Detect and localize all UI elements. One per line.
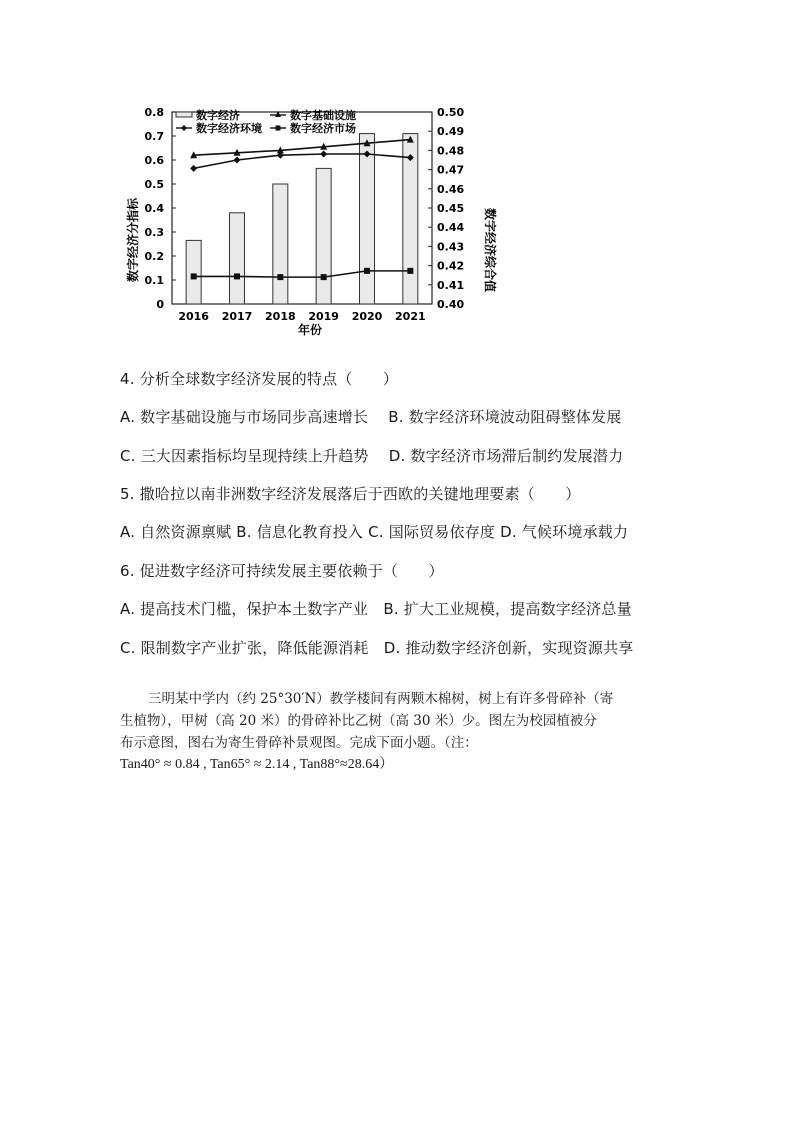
legend-marker [181,125,187,131]
y-left-tick-label: 0.6 [144,154,164,167]
marker-diamond-2016 [190,165,197,172]
marker-square-2019 [321,274,327,280]
y-left-tick-label: 0.1 [144,274,164,287]
marker-square-2017 [234,273,240,279]
question-6-options-ab: A. 提高技术门槛，保护本土数字产业 B. 扩大工业规模，提高数字经济总量 [120,600,632,618]
bar-2018 [273,184,288,304]
legend-item-bar [176,108,240,122]
y-right-tick-label: 0.43 [437,240,465,254]
legend-item-diamond [176,121,262,135]
y-right-tick-label: 0.50 [437,106,465,119]
legend-label: 数字基础设施 [290,109,356,122]
legend-marker [276,126,281,131]
x-tick-label: 2018 [265,310,296,323]
y-left-tick-label: 0.5 [144,178,164,191]
passage-line-4: Tan40° ≈ 0.84 , Tan65° ≈ 2.14 , Tan88°≈28.64） [120,757,394,772]
marker-diamond-2019 [320,151,327,158]
y-right-tick-label: 0.48 [437,144,465,158]
x-tick-label: 2021 [395,310,426,323]
y-left-tick-label: 0 [156,298,164,311]
question-5-options: A. 自然资源禀赋 B. 信息化教育投入 C. 国际贸易依存度 D. 气候环境承载力 [120,523,629,541]
x-tick-label: 2019 [308,310,339,323]
y-right-tick-label: 0.40 [437,298,465,311]
legend-item-triangle [270,108,356,122]
marker-square-2020 [364,268,370,274]
passage-line-1: 三明某中学内（约 25°30′N）教学楼间有两颗木棉树，树上有许多骨碎补（寄 [148,691,614,707]
x-tick-label: 2017 [221,310,253,323]
bar-2017 [230,213,245,304]
line-triangle [194,140,411,156]
legend-swatch-bar [176,112,192,117]
bar-2016 [186,240,201,304]
digital-economy-chart [110,100,497,345]
line-square [194,271,411,277]
y-left-tick-label: 0.2 [144,250,164,263]
y-right-tick-label: 0.49 [437,125,465,139]
line-diamond [194,154,411,168]
passage-line-2: 生植物），甲树（高 20 米）的骨碎补比乙树（高 30 米）少。图左为校园植被分 [120,713,597,729]
bar-series [186,134,418,304]
bar-2020 [360,134,375,304]
question-6-options-cd: C. 限制数字产业扩张，降低能源消耗 D. 推动数字经济创新，实现资源共享 [120,639,634,657]
y-left-tick-label: 0.8 [144,106,164,119]
question-4: 4. 分析全球数字经济发展的特点（ ） [120,370,399,388]
marker-diamond-2017 [234,157,241,164]
y-right-tick-label: 0.47 [437,163,465,177]
y-left-tick-label: 0.4 [144,202,164,215]
line-series [190,136,414,281]
y-right-tick-label: 0.42 [437,259,465,273]
marker-square-2018 [277,274,283,280]
y-axis-right-label: 数字经济综合值 [483,207,497,293]
x-tick-label: 2020 [351,310,383,323]
y-right-tick-label: 0.41 [437,278,465,292]
y-left-tick-label: 0.7 [144,130,164,143]
legend-item-square [270,121,356,135]
question-4-options-ab: A. 数字基础设施与市场同步高速增长 B. 数字经济环境波动阻碍整体发展 [120,408,622,426]
y-right-tick-label: 0.44 [437,221,465,235]
y-right-tick-label: 0.46 [437,182,465,196]
marker-square-2021 [407,268,413,274]
legend-label: 数字经济环境 [196,122,262,135]
legend-label: 数字经济市场 [290,122,356,135]
y-left-tick-label: 0.3 [144,226,164,239]
legend-label: 数字经济 [196,109,240,122]
y-right-tick-label: 0.45 [437,202,465,215]
question-6: 6. 促进数字经济可持续发展主要依赖于（ ） [120,562,444,580]
bar-2019 [316,168,331,304]
x-tick-label: 2016 [178,310,209,323]
marker-square-2016 [191,273,197,279]
question-4-options-cd: C. 三大因素指标均呈现持续上升趋势 D. 数字经济市场滞后制约发展潜力 [120,447,624,465]
passage-line-3: 布示意图，图右为寄生骨碎补景观图。完成下面小题。（注： [120,735,478,751]
question-5: 5. 撒哈拉以南非洲数字经济发展落后于西欧的关键地理要素（ ） [120,485,581,503]
y-axis-left-label: 数字经济分指标 [126,197,140,283]
x-axis-label: 年份 [297,323,323,337]
reading-passage [120,688,690,776]
